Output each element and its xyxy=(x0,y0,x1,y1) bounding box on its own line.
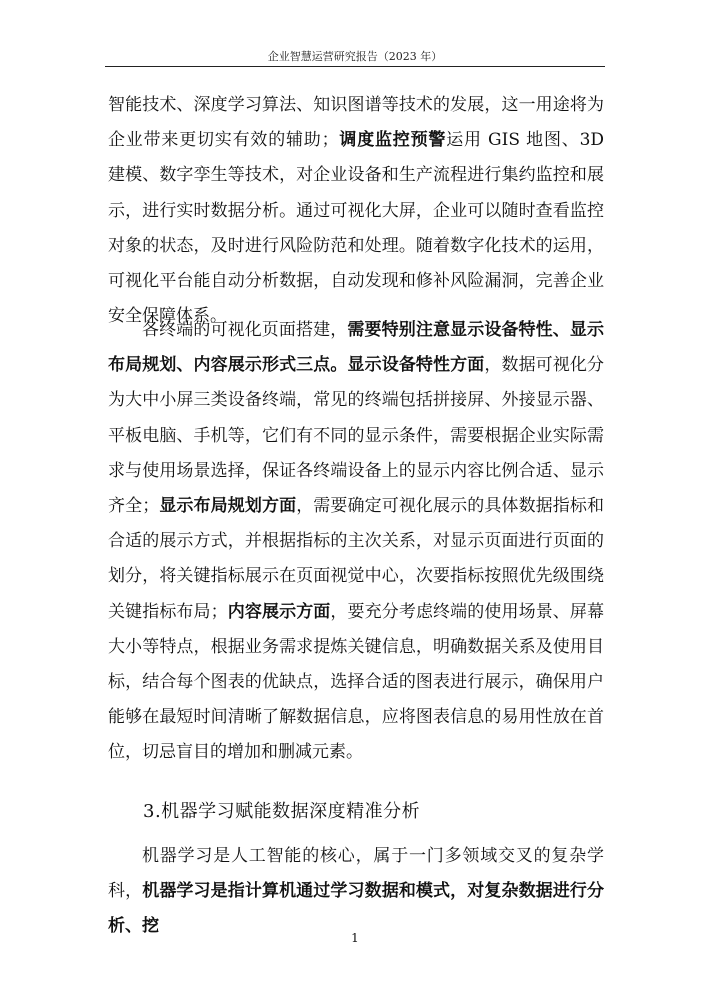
paragraph-text: 各终端的可视化页面搭建， xyxy=(142,320,348,340)
bold-phrase: 机器学习是指计算机通过学习数据和模式，对复杂数据进行分析、挖 xyxy=(108,881,605,937)
paragraph-text: ，需要确定可视化展示的具体数据指标和合适的展示方式，并根据指标的主次关系，对显示页面进行页面的划分，将关键指标展示在页面视觉中心，次要指标按照优先级围绕关键指标布局； xyxy=(108,496,605,622)
paragraph-text: 智能技术、深度学习算法、知识图谱等技术的发展，这一用途将为企业带来更切实有效的辅助； xyxy=(108,95,604,151)
paragraph-text: ，要充分考虑终端的使用场景、屏幕大小等特点，根据业务需求提炼关键信息，明确数据关系及使用目标，结合每个图表的优缺点，选择合适的图表进行展示，确保用户能够在最短时间清晰了解数据信息，应将图表信息的易用性放在首位，切忌盲目的增加和删减元素。 xyxy=(108,601,605,763)
paragraph-text: 机器学习是人工智能的核心，属于一门多领域交叉的复杂学科， xyxy=(108,846,604,902)
bold-phrase: 内容展示方面 xyxy=(227,601,331,622)
paragraph-text: ，数据可视化分为大中小屏三类设备终端，常见的终端包括拼接屏、外接显示器、平板电脑、手机等，它们有不同的显示条件，需要根据企业实际需求与使用场景选择，保证各终端设备上的显示内容比例合适、显示齐全； xyxy=(108,355,605,517)
running-header: 企业智慧运营研究报告（2023 年） xyxy=(267,50,443,63)
paragraph-machine-learning xyxy=(108,839,604,945)
bold-phrase: 显示布局规划方面 xyxy=(159,496,297,517)
paragraph-monitoring xyxy=(108,88,604,334)
page-number: 1 xyxy=(351,931,359,945)
header-divider xyxy=(105,66,605,67)
paragraph-visualization-pages xyxy=(108,313,604,771)
paragraph-text: 运用 GIS 地图、3D 建模、数字孪生等技术，对企业设备和生产流程进行集约监控和展示，进行实时数据分析。通过可视化大屏，企业可以随时查看监控对象的状态，及时进行风险防范和处理。随着数字化技术的运用，可视化平台能自动分析数据，自动发现和修补风险漏洞，完善企业安全保障体系。 xyxy=(108,130,605,327)
bold-phrase: 需要特别注意显示设备特性、显示布局规划、内容展示形式三点。显示设备特性方面 xyxy=(108,320,605,376)
bold-phrase: 调度监控预警 xyxy=(338,130,447,151)
section-heading: 3.机器学习赋能数据深度精准分析 xyxy=(143,801,421,822)
